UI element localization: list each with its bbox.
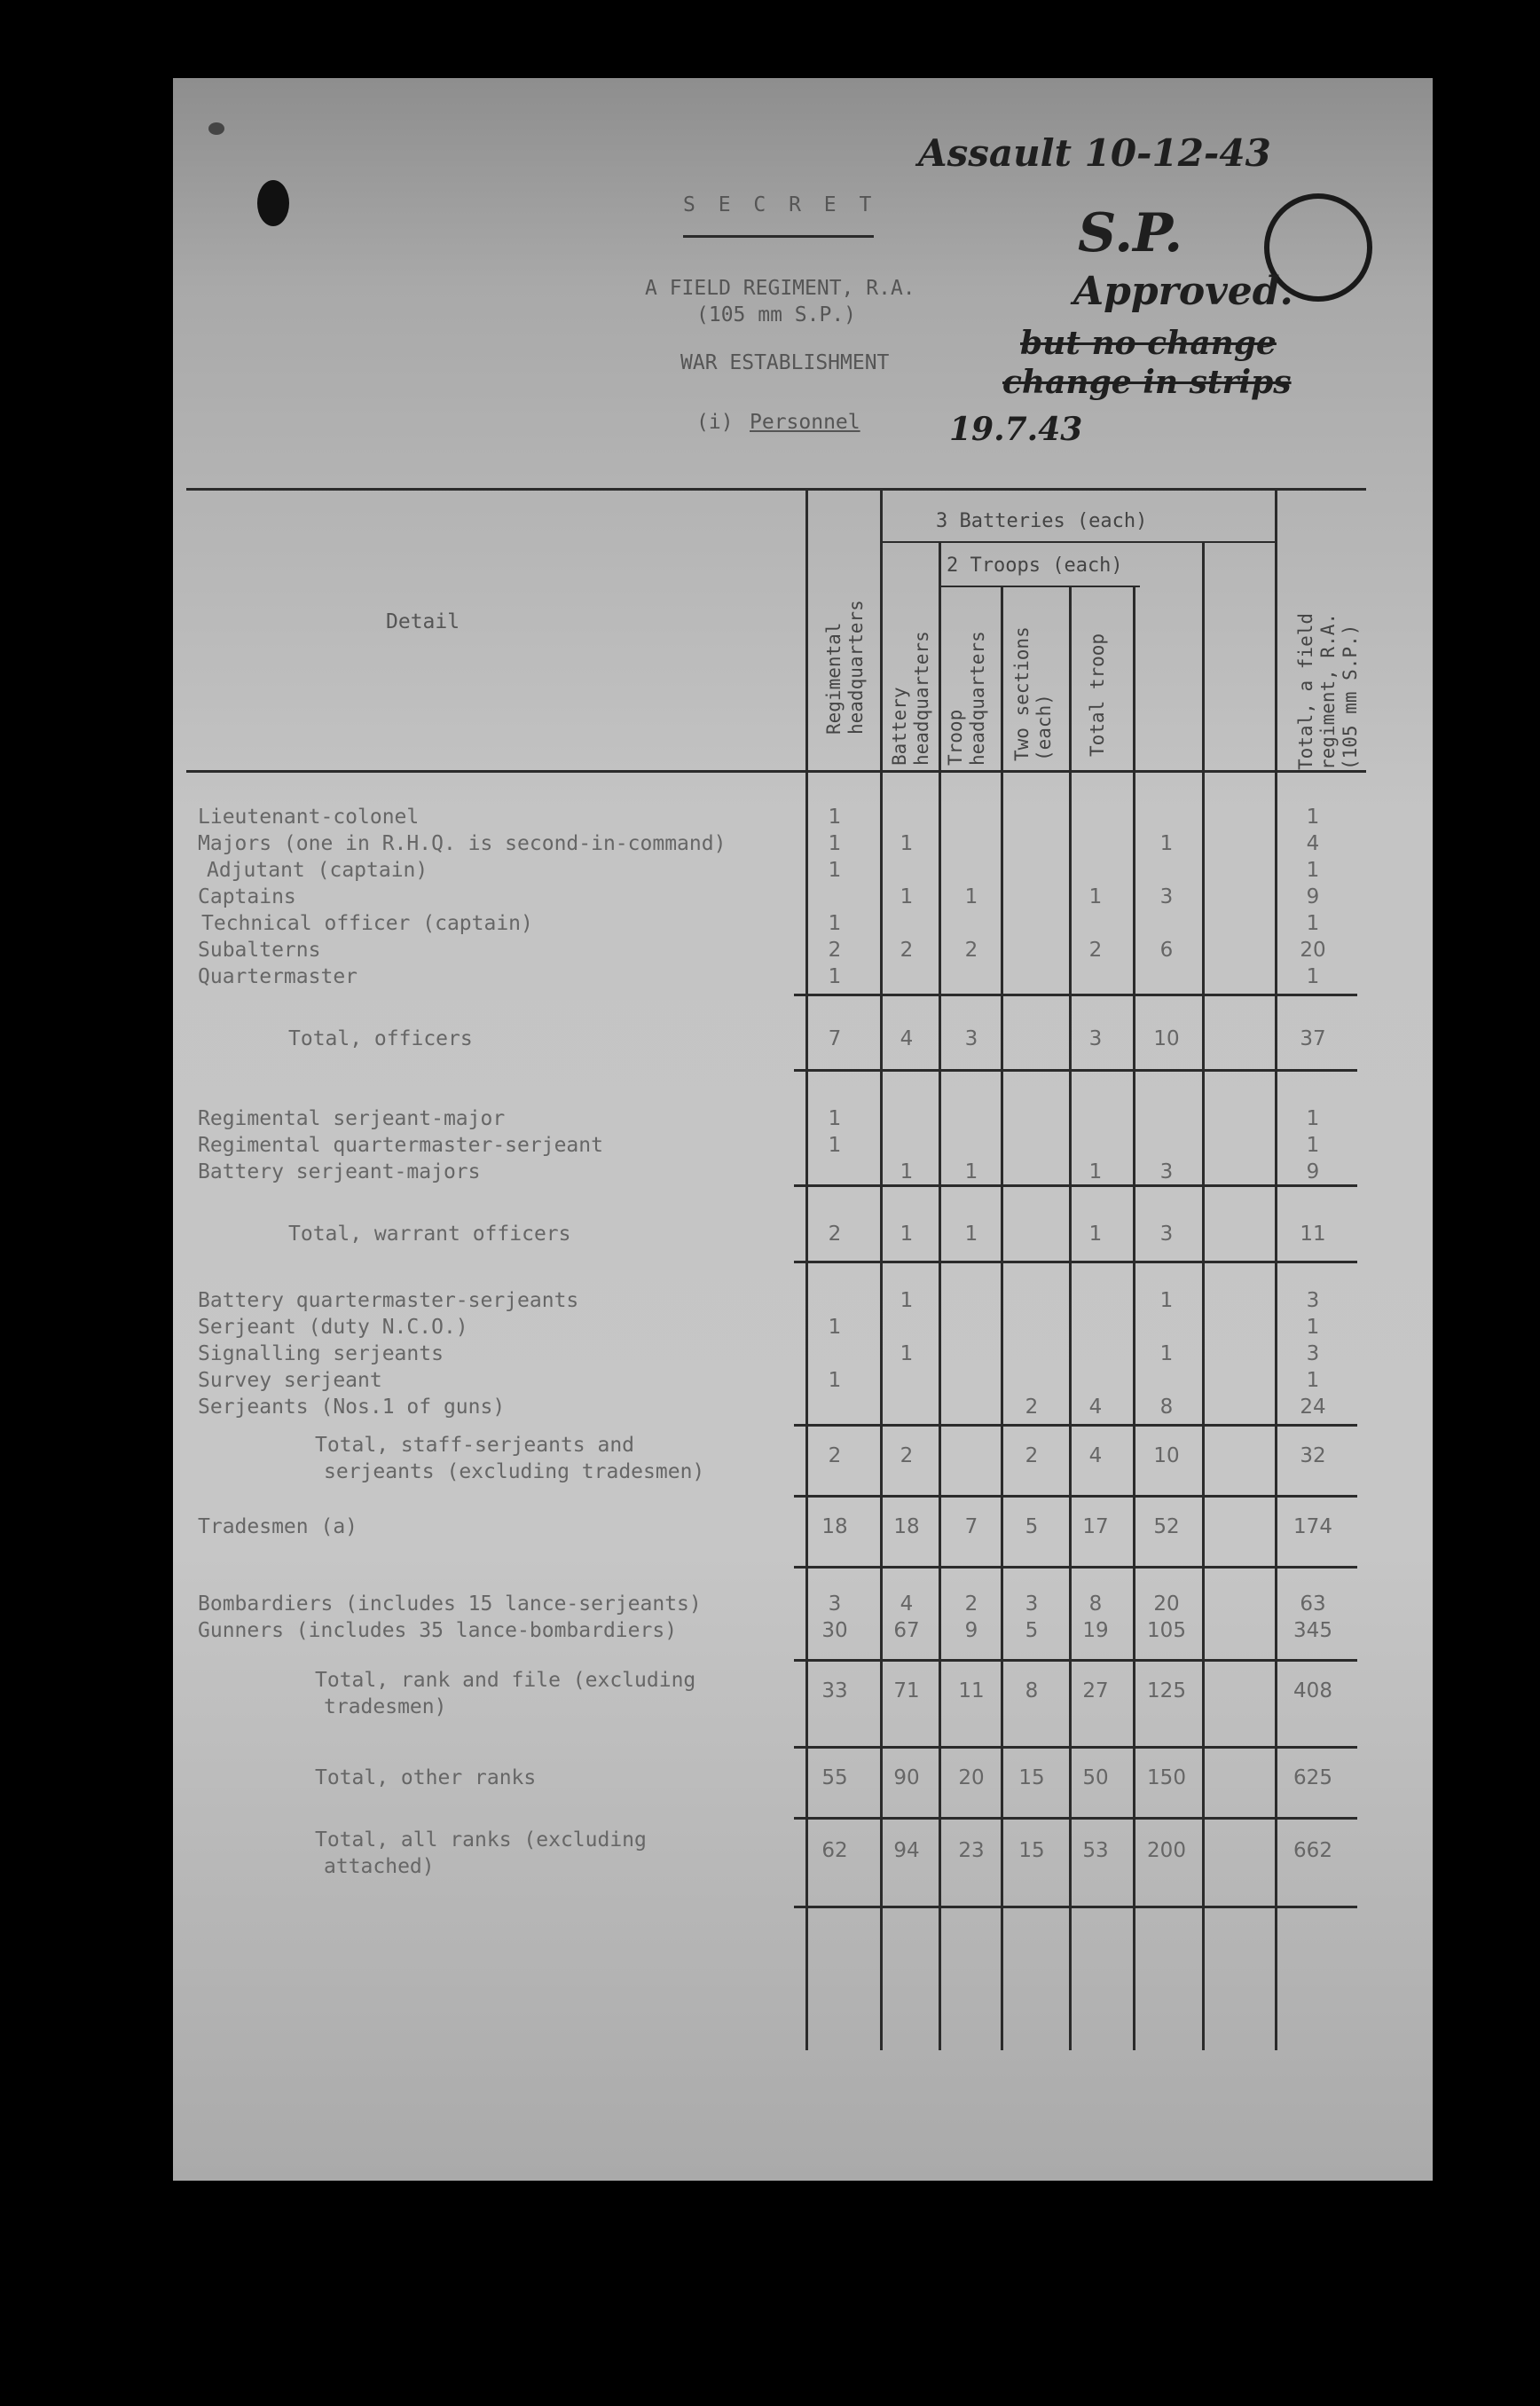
row-label: Lieutenant-colonel bbox=[198, 806, 420, 829]
table-cell: 17 bbox=[1082, 1515, 1109, 1538]
table-cell: 55 bbox=[821, 1766, 848, 1789]
col-header-detail: Detail bbox=[386, 610, 460, 633]
table-cell: 3 bbox=[964, 1027, 978, 1050]
table-cell: 625 bbox=[1293, 1766, 1332, 1789]
annotation-strike-2: change in strips bbox=[1002, 364, 1292, 401]
table-cell: 4 bbox=[1306, 832, 1320, 855]
row-label: Total, other ranks bbox=[315, 1766, 537, 1789]
table-cell: 1 bbox=[1088, 885, 1103, 908]
row-label: Quartermaster bbox=[198, 965, 358, 988]
title-line-4-prefix: (i) bbox=[696, 411, 734, 434]
table-cell: 19 bbox=[1082, 1619, 1109, 1642]
table-cell: 345 bbox=[1293, 1619, 1332, 1642]
table-cell: 1 bbox=[828, 859, 842, 882]
table-cell: 11 bbox=[1300, 1223, 1326, 1246]
table-cell: 2 bbox=[1025, 1444, 1039, 1467]
title-line-2: (105 mm S.P.) bbox=[696, 303, 857, 326]
table-cell: 24 bbox=[1300, 1396, 1326, 1419]
row-label-continued: serjeants (excluding tradesmen) bbox=[324, 1460, 705, 1483]
table-cell: 125 bbox=[1147, 1679, 1186, 1702]
table-cell: 3 bbox=[1159, 1223, 1174, 1246]
table-cell: 3 bbox=[1159, 1160, 1174, 1183]
table-cell: 4 bbox=[900, 1027, 914, 1050]
table-cell: 67 bbox=[893, 1619, 920, 1642]
table-cell: 150 bbox=[1147, 1766, 1186, 1789]
table-cell: 9 bbox=[1306, 1160, 1320, 1183]
table-cell: 2 bbox=[900, 1444, 914, 1467]
row-label: Regimental quartermaster-serjeant bbox=[198, 1134, 603, 1157]
annotation-approved: Approved. bbox=[1073, 269, 1293, 314]
row-label: Total, staff-serjeants and bbox=[315, 1434, 635, 1457]
table-cell: 1 bbox=[1088, 1160, 1103, 1183]
table-cell: 1 bbox=[1306, 1369, 1320, 1392]
col-header-batteries: 3 Batteries (each) bbox=[936, 510, 1148, 532]
table-cell: 1 bbox=[964, 885, 978, 908]
table-cell: 1 bbox=[1306, 912, 1320, 935]
table-cell: 105 bbox=[1147, 1619, 1186, 1642]
table-cell: 23 bbox=[958, 1839, 985, 1862]
table-cell: 1 bbox=[1306, 859, 1320, 882]
table-cell: 1 bbox=[1306, 965, 1320, 988]
punch-mark bbox=[208, 122, 224, 135]
row-label: Total, warrant officers bbox=[288, 1223, 571, 1246]
table-cell: 8 bbox=[1159, 1396, 1174, 1419]
table-cell: 11 bbox=[958, 1679, 985, 1702]
table-cell: 4 bbox=[900, 1592, 914, 1616]
col-header-battery-hq: Battery headquarters bbox=[889, 631, 932, 766]
table-cell: 90 bbox=[893, 1766, 920, 1789]
table-cell: 2 bbox=[828, 939, 842, 962]
table-cell: 662 bbox=[1293, 1839, 1332, 1862]
table-cell: 408 bbox=[1293, 1679, 1332, 1702]
row-label: Serjeant (duty N.C.O.) bbox=[198, 1316, 468, 1339]
row-label: Serjeants (Nos.1 of guns) bbox=[198, 1396, 506, 1419]
table-cell: 2 bbox=[828, 1223, 842, 1246]
row-label: Bombardiers (includes 15 lance-serjeants) bbox=[198, 1592, 702, 1616]
table-cell: 15 bbox=[1018, 1766, 1045, 1789]
row-label: Total, all ranks (excluding bbox=[315, 1828, 647, 1852]
table-cell: 2 bbox=[828, 1444, 842, 1467]
table-cell: 1 bbox=[900, 1342, 914, 1365]
table-cell: 20 bbox=[1300, 939, 1326, 962]
row-label: Battery quartermaster-serjeants bbox=[198, 1289, 579, 1312]
table-cell: 1 bbox=[1306, 1316, 1320, 1339]
table-cell: 3 bbox=[1025, 1592, 1039, 1616]
table-cell: 52 bbox=[1153, 1515, 1180, 1538]
row-label: Tradesmen (a) bbox=[198, 1515, 358, 1538]
table-cell: 1 bbox=[828, 965, 842, 988]
table-cell: 4 bbox=[1088, 1444, 1103, 1467]
table-cell: 1 bbox=[964, 1160, 978, 1183]
table-cell: 1 bbox=[828, 1134, 842, 1157]
title-line-1: A FIELD REGIMENT, R.A. bbox=[645, 277, 915, 300]
table-cell: 9 bbox=[964, 1619, 978, 1642]
row-label-continued: attached) bbox=[324, 1855, 435, 1878]
table-cell: 18 bbox=[893, 1515, 920, 1538]
table-cell: 200 bbox=[1147, 1839, 1186, 1862]
table-cell: 53 bbox=[1082, 1839, 1109, 1862]
row-label: Subalterns bbox=[198, 939, 321, 962]
title-line-4: Personnel bbox=[750, 411, 860, 434]
table-cell: 1 bbox=[828, 912, 842, 935]
row-label: Battery serjeant-majors bbox=[198, 1160, 481, 1183]
row-label: Total, rank and file (excluding bbox=[315, 1669, 696, 1692]
annotation-top-right: Assault 10-12-43 bbox=[918, 131, 1271, 175]
table-cell: 2 bbox=[1025, 1396, 1039, 1419]
annotation-date: 19.7.43 bbox=[949, 411, 1083, 448]
row-label: Signalling serjeants bbox=[198, 1342, 444, 1365]
row-label-continued: tradesmen) bbox=[324, 1695, 447, 1718]
col-header-total-regiment: Total, a field regiment, R.A. (105 mm S.P.) bbox=[1295, 612, 1361, 770]
row-label: Adjutant (captain) bbox=[207, 859, 428, 882]
table-cell: 1 bbox=[828, 1107, 842, 1130]
table-cell: 8 bbox=[1025, 1679, 1039, 1702]
table-cell: 33 bbox=[821, 1679, 848, 1702]
table-cell: 1 bbox=[828, 1369, 842, 1392]
row-label: Survey serjeant bbox=[198, 1369, 382, 1392]
table-cell: 7 bbox=[964, 1515, 978, 1538]
table-cell: 4 bbox=[1088, 1396, 1103, 1419]
table-cell: 1 bbox=[1088, 1223, 1103, 1246]
table-cell: 174 bbox=[1293, 1515, 1332, 1538]
table-cell: 8 bbox=[1088, 1592, 1103, 1616]
table-cell: 1 bbox=[1306, 806, 1320, 829]
table-cell: 10 bbox=[1153, 1027, 1180, 1050]
table-cell: 18 bbox=[821, 1515, 848, 1538]
table-cell: 15 bbox=[1018, 1839, 1045, 1862]
table-cell: 27 bbox=[1082, 1679, 1109, 1702]
table-cell: 1 bbox=[900, 1289, 914, 1312]
col-header-two-sections: Two sections (each) bbox=[1011, 626, 1055, 761]
table-cell: 1 bbox=[900, 1223, 914, 1246]
table-cell: 3 bbox=[828, 1592, 842, 1616]
annotation-strike-1: but no change bbox=[1020, 325, 1277, 362]
table-cell: 2 bbox=[964, 939, 978, 962]
title-line-3: WAR ESTABLISHMENT bbox=[680, 351, 890, 374]
table-cell: 1 bbox=[1306, 1107, 1320, 1130]
classification: S E C R E T bbox=[683, 193, 877, 216]
table-cell: 1 bbox=[900, 885, 914, 908]
row-label: Majors (one in R.H.Q. is second-in-command) bbox=[198, 832, 727, 855]
table-cell: 1 bbox=[828, 1316, 842, 1339]
table-cell: 3 bbox=[1159, 885, 1174, 908]
table-cell: 3 bbox=[1306, 1342, 1320, 1365]
table-cell: 1 bbox=[1159, 1289, 1174, 1312]
table-cell: 1 bbox=[900, 1160, 914, 1183]
table-cell: 37 bbox=[1300, 1027, 1326, 1050]
row-label: Captains bbox=[198, 885, 296, 908]
table-cell: 63 bbox=[1300, 1592, 1326, 1616]
table-cell: 9 bbox=[1306, 885, 1320, 908]
table-cell: 1 bbox=[1306, 1134, 1320, 1157]
table-cell: 2 bbox=[964, 1592, 978, 1616]
table-cell: 30 bbox=[821, 1619, 848, 1642]
row-label: Gunners (includes 35 lance-bombardiers) bbox=[198, 1619, 678, 1642]
table-cell: 20 bbox=[1153, 1592, 1180, 1616]
table-cell: 32 bbox=[1300, 1444, 1326, 1467]
row-label: Regimental serjeant-major bbox=[198, 1107, 506, 1130]
table-cell: 6 bbox=[1159, 939, 1174, 962]
table-cell: 1 bbox=[964, 1223, 978, 1246]
table-cell: 1 bbox=[1159, 1342, 1174, 1365]
table-cell: 7 bbox=[828, 1027, 842, 1050]
table-cell: 2 bbox=[1088, 939, 1103, 962]
table-cell: 94 bbox=[893, 1839, 920, 1862]
table-cell: 5 bbox=[1025, 1515, 1039, 1538]
table-cell: 71 bbox=[893, 1679, 920, 1702]
row-label: Total, officers bbox=[288, 1027, 473, 1050]
col-header-regimental-hq: Regimental headquarters bbox=[823, 600, 867, 735]
table-cell: 1 bbox=[828, 806, 842, 829]
table-cell: 1 bbox=[900, 832, 914, 855]
table-cell: 62 bbox=[821, 1839, 848, 1862]
table-cell: 3 bbox=[1088, 1027, 1103, 1050]
table-cell: 1 bbox=[828, 832, 842, 855]
table-cell: 10 bbox=[1153, 1444, 1180, 1467]
table-cell: 3 bbox=[1306, 1289, 1320, 1312]
punch-hole bbox=[257, 180, 289, 226]
row-label: Technical officer (captain) bbox=[201, 912, 533, 935]
col-header-troops: 2 Troops (each) bbox=[947, 554, 1123, 577]
col-header-troop-hq: Troop headquarters bbox=[945, 631, 988, 766]
table-cell: 1 bbox=[1159, 832, 1174, 855]
table-cell: 5 bbox=[1025, 1619, 1039, 1642]
table-cell: 50 bbox=[1082, 1766, 1109, 1789]
col-header-total-troop: Total troop bbox=[1087, 633, 1108, 757]
document-page bbox=[173, 78, 1433, 2181]
table-cell: 20 bbox=[958, 1766, 985, 1789]
table-cell: 2 bbox=[900, 939, 914, 962]
annotation-sp: S.P. bbox=[1078, 202, 1183, 264]
